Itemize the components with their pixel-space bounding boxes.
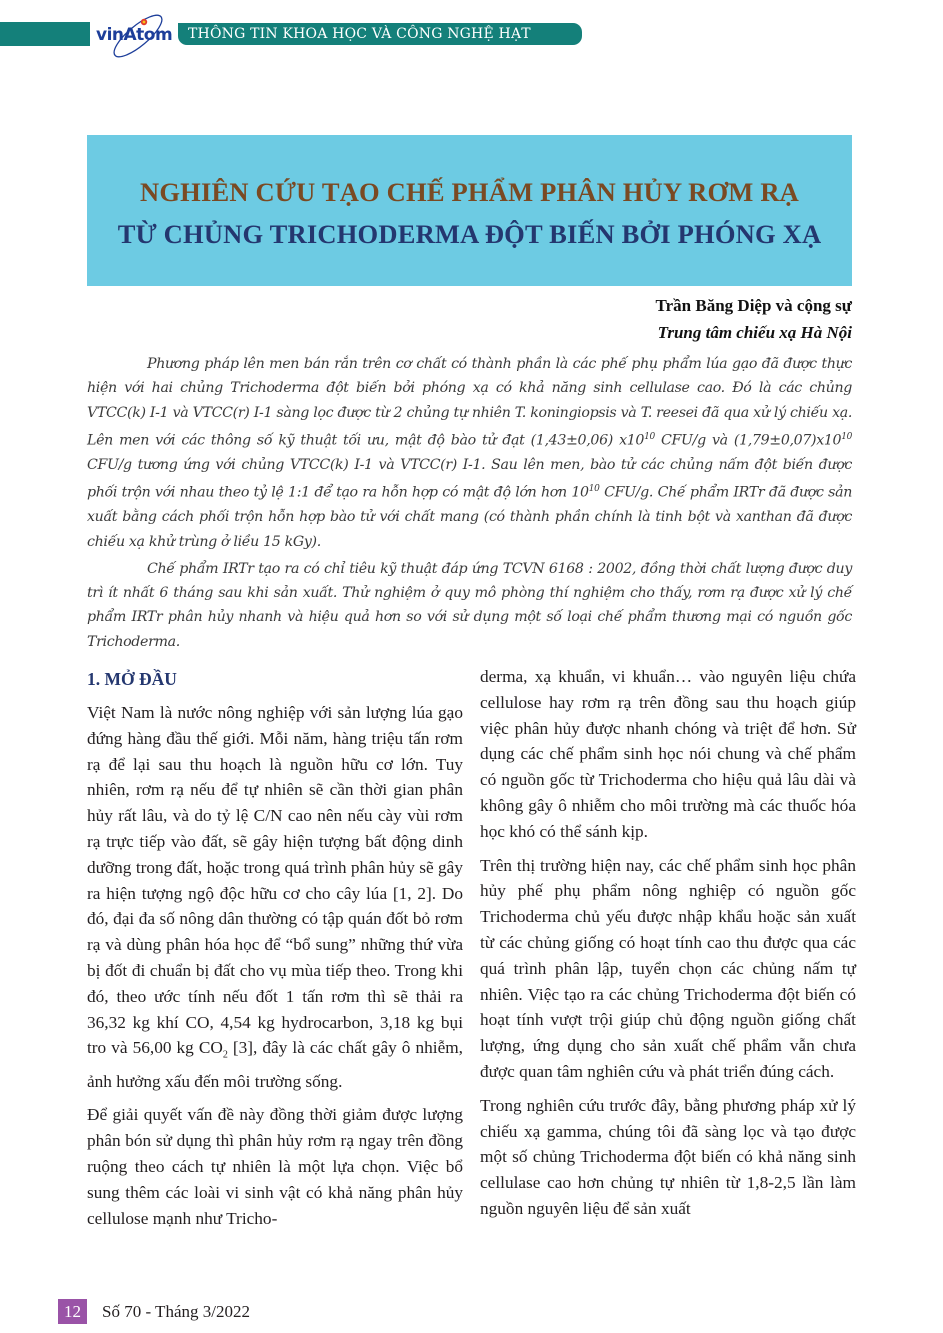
issue-label: Số 70 - Tháng 3/2022 — [102, 1302, 250, 1321]
abstract — [87, 352, 852, 657]
article-title-box — [87, 135, 852, 286]
article-title-line-1: NGHIÊN CỨU TẠO CHẾ PHẨM PHÂN HỦY RƠM RẠ — [140, 177, 799, 207]
article-title-line-2: TỪ CHỦNG TRICHODERMA ĐỘT BIẾN BỞI PHÓNG XẠ — [117, 219, 822, 249]
section-heading: 1. MỞ ĐẦU — [87, 669, 177, 689]
abstract-paragraph-1: Phương pháp lên men bán rắn trên cơ chất có thành phần là các phế phụ phẩm lúa gạo đã được thực hiện với hai chủng Trichoderma đột biến bởi phóng xạ có khả năng sinh cellulase cao. Đó là các chủng VTCC(k) I-1 và VTCC(r) I-1 sàng lọc được từ 2 chủng tự nhiên T. koningiopsis và T. reesei đã qua xử lý chiếu xạ. Lên men với các thông số kỹ thuật tối ưu, mật độ bào tử đạt (1,43±0,06) $x10^{10}$ CFU/g và $(1,79\pm 0,07)x10^{10}$ CFU/g tương ứng với chủng VTCC(k) I-1 và VTCC(r) I-1. Sau lên men, bào tử các chủng nấm đột biến được phối trộn với nhau theo tỷ lệ 1:1 để tạo ra hỗn hợp có mật độ lớn hơn $10^{10}$ CFU/g. Chế phẩm IRTr đã được sản xuất bằng cách phối trộn hỗn hợp bào tử với chất mang (có thành phần chính là tinh bột và xanthan đã được chiếu xạ khử trùng ở liều 15 kGy). — [87, 356, 852, 550]
abstract-paragraph-2: Chế phẩm IRTr tạo ra có chỉ tiêu kỹ thuật đáp ứng TCVN 6168 : 2002, đồng thời chất lượng được duy trì ít nhất 6 tháng sau khi sản xuất. Thử nghiệm ở quy mô phòng thí nghiệm cho thấy, rơm rạ được xử lý chế phẩm IRTr phân hủy nhanh và hiệu quả hơn so với sử dụng một số loại chế phẩm thương mại có nguồn gốc Trichoderma. — [87, 560, 852, 650]
journal-banner: THÔNG TIN KHOA HỌC VÀ CÔNG NGHỆ HẠT NHÂN — [178, 23, 582, 45]
author-names: Trần Băng Diệp và cộng sự — [655, 296, 852, 315]
body-column-right — [480, 664, 856, 1230]
body-paragraph: derma, xạ khuẩn, vi khuẩn… vào nguyên liệu chứa cellulose hay rơm rạ trên đồng sau thu hoạch giúp việc phân hủy được nhanh chóng và triệt để hơn. Sử dụng các chế phẩm sinh học nói chung và chế phẩm có nguồn gốc từ Trichoderma cho hiệu quả lâu dài và không gây ô nhiễm cho môi trường mà các thuốc hóa học khó có thể sánh kịp. — [480, 667, 856, 841]
author-affiliation: Trung tâm chiếu xạ Hà Nội — [657, 323, 852, 342]
logo-wordmark: vinAtom — [96, 25, 173, 45]
page-number: 12 — [58, 1299, 87, 1324]
body-paragraph: Trong nghiên cứu trước đây, bằng phương pháp xử lý chiếu xạ gamma, chúng tôi đã sàng lọc và tạo được một số chủng Trichoderma đột biến có khả năng sinh cellulase cao hơn chủng tự nhiên từ 1,8-2,5 lần làm nguồn nguyên liệu để sản xuất — [480, 1095, 856, 1218]
vinatom-logo — [94, 14, 180, 56]
author-block — [656, 292, 852, 346]
body-paragraph: Việt Nam là nước nông nghiệp với sản lượng lúa gạo đứng hàng đầu thế giới. Mỗi năm, hàng triệu tấn rơm rạ để lại sau thu hoạch là nguồn hữu cơ lớn. Tuy nhiên, rơm rạ nếu để tự nhiên sẽ cần thời gian phân hủy rất lâu, và do tỷ lệ C/N cao nên nếu cày vùi rơm rạ trực tiếp vào đất, sẽ gây hiện tượng bất động dinh dưỡng trong đất, hoặc trong quá trình phân hủy sẽ gây ra hiện tượng ngộ độc hữu cơ cho cây lúa [1, 2]. Do đó, đại đa số nông dân thường có tập quán đốt bỏ rơm rạ và dùng phân hóa học để “bổ sung” những thứ vừa bị đốt đi chuẩn bị đất cho vụ mùa tiếp theo. Trong khi đó, theo ước tính nếu đốt 1 tấn rơm thì sẽ thải ra 36,32 kg khí CO, 4,54 kg hydrocarbon, 3,18 kg bụi tro và 56,00 kg $CO_2$ [3], đây là các chất gây ô nhiễm, ảnh hưởng xấu đến môi trường sống. — [87, 703, 463, 1091]
body-paragraph: Để giải quyết vấn đề này đồng thời giảm được lượng phân bón sử dụng thì phân hủy rơm rạ ngay trên đồng ruộng theo cách tự nhiên là một lựa chọn. Việc bổ sung thêm các loài vi sinh vật có khả năng phân hủy cellulose mạnh như Tricho- — [87, 1105, 463, 1228]
header-teal-bar — [0, 22, 90, 46]
body-paragraph: Trên thị trường hiện nay, các chế phẩm sinh học phân hủy phế phụ phẩm nông nghiệp có nguồn gốc Trichoderma chủ yếu được nhập khẩu hoặc sản xuất từ các chủng giống có hoạt tính cao thu được qua các quá trình phân lập, tuyển chọn các chủng nấm tự nhiên. Việc tạo ra các chủng Trichoderma đột biến có hoạt tính vượt trội giúp chủ động nguồn giống chất lượng, ứng dụng cho sản xuất chế phẩm vẫn chưa được quan tâm nghiên cứu và phát triển đúng cách. — [480, 855, 856, 1081]
body-column-left — [87, 666, 463, 1239]
